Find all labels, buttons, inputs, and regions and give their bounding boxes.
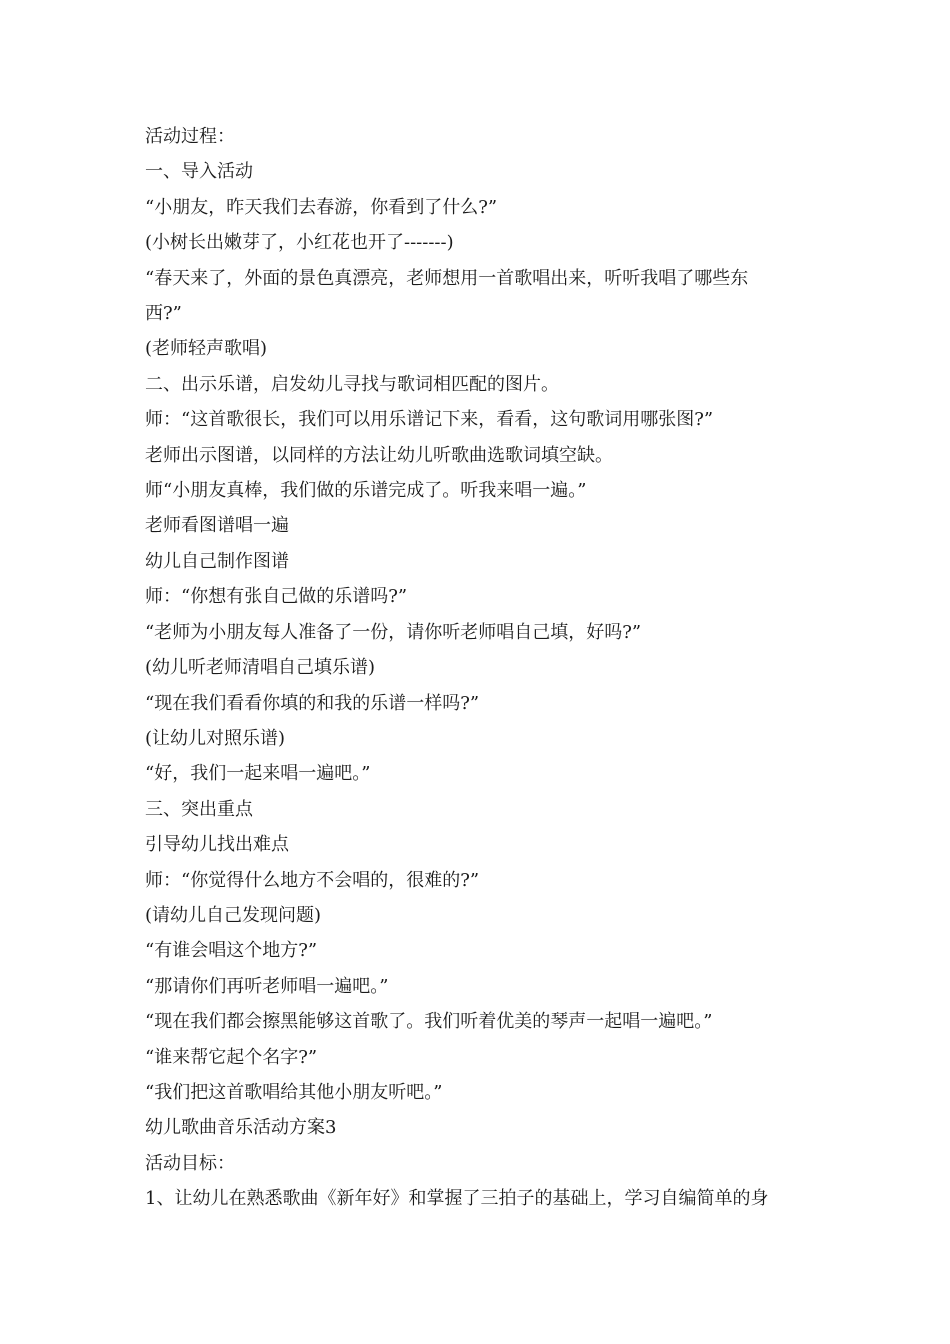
text-line: (老师轻声歌唱) [145, 338, 268, 360]
text-line: (让幼儿对照乐谱) [145, 727, 286, 749]
text-line: 师：“你觉得什么地方不会唱的，很难的?” [145, 869, 480, 891]
text-line: “现在我们看看你填的和我的乐谱一样吗?” [145, 692, 480, 714]
text-line: 活动过程： [145, 126, 235, 147]
text-line: “谁来帮它起个名字?” [145, 1046, 318, 1068]
text-line: 师“小朋友真棒，我们做的乐谱完成了。听我来唱一遍。” [145, 480, 587, 502]
text-line: (幼儿听老师清唱自己填乐谱) [145, 657, 376, 679]
document-body [145, 119, 815, 1217]
text-line: 师：“这首歌很长，我们可以用乐谱记下来，看看，这句歌词用哪张图?” [145, 409, 714, 431]
document-title: 幼儿歌曲音乐活动方案3 [145, 1117, 337, 1139]
text-line: “我们把这首歌唱给其他小朋友听吧。” [145, 1081, 443, 1103]
text-line: 西?” [145, 303, 182, 325]
text-line: 师：“你想有张自己做的乐谱吗?” [145, 586, 408, 608]
text-line: “老师为小朋友每人准备了一份，请你听老师唱自己填，好吗?” [145, 621, 642, 643]
text-line: 1、让幼儿在熟悉歌曲《新年好》和掌握了三拍子的基础上，学习自编简单的身 [145, 1188, 769, 1210]
section-heading: 三、突出重点 [145, 798, 253, 820]
text-line: “春天来了，外面的景色真漂亮，老师想用一首歌唱出来，听听我唱了哪些东 [145, 267, 749, 289]
text-line: 老师看图谱唱一遍 [145, 515, 289, 537]
section-heading: 活动目标： [145, 1152, 235, 1174]
text-line: “现在我们都会擦黑能够这首歌了。我们听着优美的琴声一起唱一遍吧。” [145, 1011, 713, 1033]
text-line: “好，我们一起来唱一遍吧。” [145, 763, 371, 785]
text-line: 老师出示图谱，以同样的方法让幼儿听歌曲选歌词填空缺。 [145, 444, 613, 466]
text-line: 幼儿自己制作图谱 [145, 550, 289, 572]
text-line: “小朋友，昨天我们去春游，你看到了什么?” [145, 196, 498, 218]
text-line: (请幼儿自己发现问题) [145, 904, 322, 926]
text-line: 引导幼儿找出难点 [145, 834, 289, 856]
section-heading: 一、导入活动 [145, 161, 253, 183]
text-line: (小树长出嫩芽了，小红花也开了-------) [145, 232, 454, 254]
section-heading: 二、出示乐谱，启发幼儿寻找与歌词相匹配的图片。 [145, 373, 559, 395]
text-line: “那请你们再听老师唱一遍吧。” [145, 975, 389, 997]
text-line: “有谁会唱这个地方?” [145, 940, 318, 962]
